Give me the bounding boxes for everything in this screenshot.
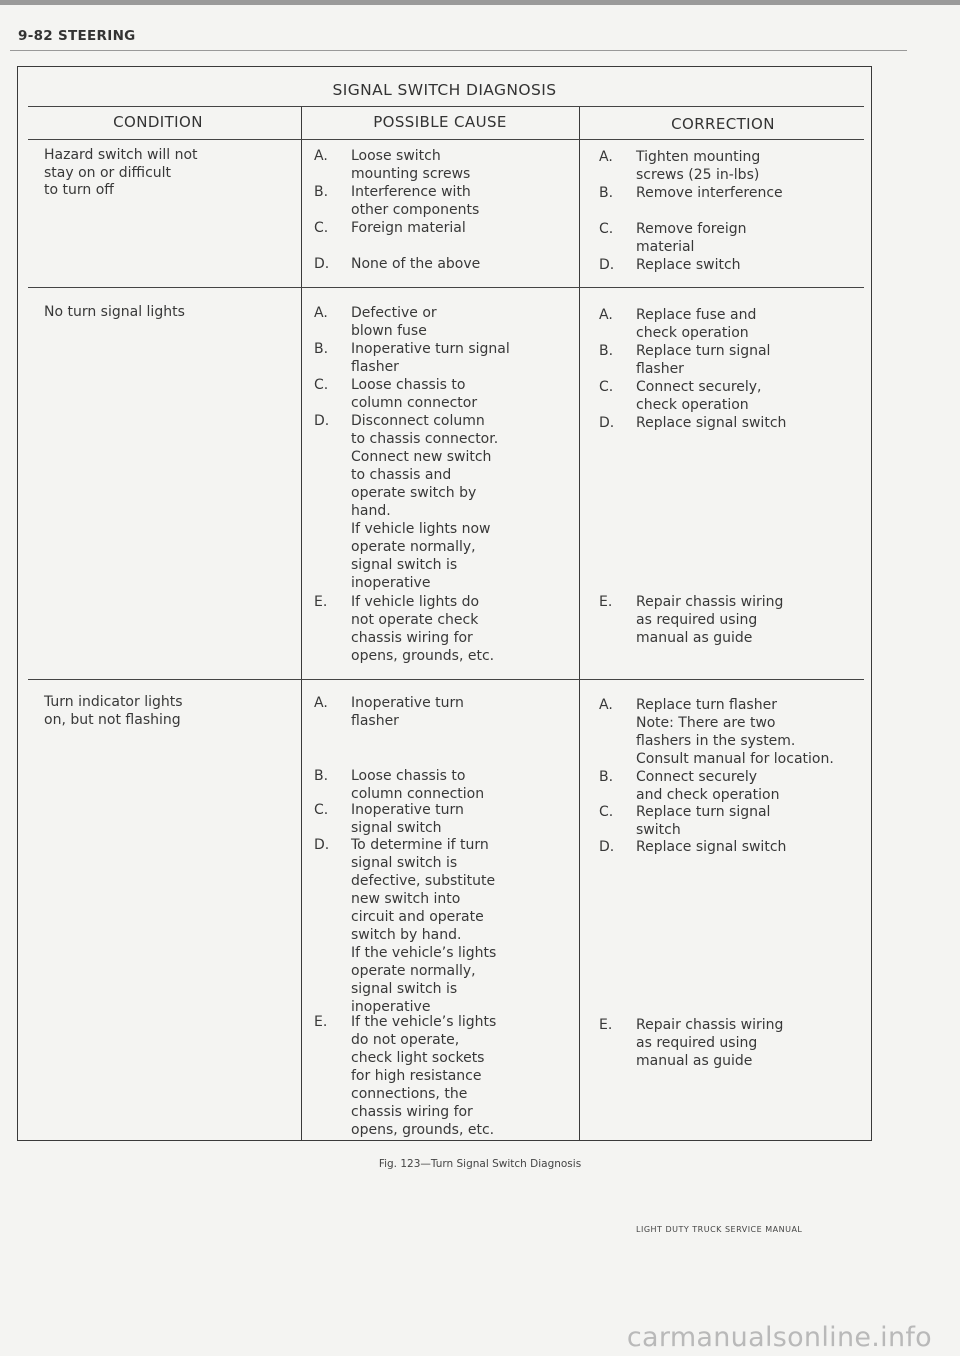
cause-letter: A. bbox=[314, 305, 328, 321]
condition-cell: Hazard switch will not stay on or difficult to turn off bbox=[44, 147, 198, 198]
cause-text: Loose switch mounting screws bbox=[351, 148, 471, 182]
condition-cell: Turn indicator lights on, but not flashing bbox=[44, 694, 183, 728]
cause-text: Inoperative turn signal switch bbox=[351, 802, 464, 836]
correction-letter: D. bbox=[599, 839, 615, 855]
cause-text: Defective or blown fuse bbox=[351, 305, 437, 339]
correction-text: Connect securely, check operation bbox=[636, 379, 762, 413]
correction-text: Replace turn flasher Note: There are two flashers in the system. Consult manual for location. bbox=[636, 697, 834, 767]
footer-manual-title: LIGHT DUTY TRUCK SERVICE MANUAL bbox=[636, 1225, 803, 1234]
column-separator bbox=[301, 107, 302, 1141]
watermark: carmanualsonline.info bbox=[626, 1322, 932, 1353]
correction-letter: B. bbox=[599, 343, 614, 359]
column-header-correction: CORRECTION bbox=[671, 115, 775, 133]
cause-letter: B. bbox=[314, 184, 329, 200]
correction-letter: A. bbox=[599, 697, 613, 713]
correction-text: Tighten mounting screws (25 in-lbs) bbox=[636, 149, 761, 183]
correction-letter: D. bbox=[599, 415, 615, 431]
top-rule bbox=[0, 0, 960, 5]
cause-letter: C. bbox=[314, 802, 329, 818]
correction-letter: C. bbox=[599, 379, 614, 395]
header-rule bbox=[28, 139, 864, 140]
correction-text: Connect securely and check operation bbox=[636, 769, 780, 803]
correction-letter: E. bbox=[599, 594, 613, 610]
correction-text: Repair chassis wiring as required using manual as guide bbox=[636, 1017, 784, 1069]
column-header-possible-cause: POSSIBLE CAUSE bbox=[373, 113, 507, 131]
title-rule bbox=[28, 106, 864, 107]
cause-letter: A. bbox=[314, 148, 328, 164]
cause-letter: B. bbox=[314, 341, 329, 357]
correction-text: Remove interference bbox=[636, 185, 783, 201]
cause-text: If the vehicle’s lights do not operate, check light sockets for high resistance connections, the chassis wiring for opens, grounds, etc. bbox=[351, 1014, 497, 1138]
column-separator bbox=[579, 107, 580, 1141]
correction-letter: C. bbox=[599, 804, 614, 820]
cause-text: Interference with other components bbox=[351, 184, 480, 218]
correction-letter: E. bbox=[599, 1017, 613, 1033]
correction-letter: B. bbox=[599, 769, 614, 785]
cause-text: Foreign material bbox=[351, 220, 466, 236]
correction-letter: A. bbox=[599, 307, 613, 323]
cause-letter: C. bbox=[314, 377, 329, 393]
column-header-condition: CONDITION bbox=[113, 113, 203, 131]
table-title: SIGNAL SWITCH DIAGNOSIS bbox=[332, 81, 557, 99]
cause-text: None of the above bbox=[351, 256, 481, 272]
cause-text: To determine if turn signal switch is defective, substitute new switch into circuit and operate switch by hand. If the vehicle’s lights operate normally, signal switch is inoperative bbox=[351, 837, 497, 1015]
section-rule bbox=[28, 679, 864, 680]
cause-letter: E. bbox=[314, 1014, 328, 1030]
cause-text: If vehicle lights do not operate check chassis wiring for opens, grounds, etc. bbox=[351, 594, 495, 664]
section-rule bbox=[28, 287, 864, 288]
cause-text: Inoperative turn flasher bbox=[351, 695, 464, 729]
correction-text: Repair chassis wiring as required using manual as guide bbox=[636, 594, 784, 646]
correction-letter: C. bbox=[599, 221, 614, 237]
diagnosis-table bbox=[17, 66, 872, 1141]
cause-text: Inoperative turn signal flasher bbox=[351, 341, 510, 375]
cause-letter: D. bbox=[314, 256, 330, 272]
page-header: 9-82 STEERING bbox=[18, 28, 136, 44]
cause-letter: C. bbox=[314, 220, 329, 236]
cause-letter: A. bbox=[314, 695, 328, 711]
correction-text: Replace fuse and check operation bbox=[636, 307, 757, 341]
correction-text: Replace switch bbox=[636, 257, 741, 273]
figure-caption: Fig. 123—Turn Signal Switch Diagnosis bbox=[378, 1158, 582, 1170]
cause-letter: B. bbox=[314, 768, 329, 784]
header-rule bbox=[10, 50, 907, 51]
cause-text: Loose chassis to column connection bbox=[351, 768, 485, 802]
cause-text: Disconnect column to chassis connector. Connect new switch to chassis and operate switch by hand. If vehicle lights now operate normally, signal switch is inoperative bbox=[351, 413, 499, 591]
correction-letter: B. bbox=[599, 185, 614, 201]
cause-letter: D. bbox=[314, 837, 330, 853]
correction-text: Replace turn signal switch bbox=[636, 804, 771, 838]
cause-letter: E. bbox=[314, 594, 328, 610]
cause-letter: D. bbox=[314, 413, 330, 429]
correction-text: Remove foreign material bbox=[636, 221, 747, 255]
correction-text: Replace turn signal flasher bbox=[636, 343, 771, 377]
correction-text: Replace signal switch bbox=[636, 415, 787, 431]
correction-letter: A. bbox=[599, 149, 613, 165]
correction-letter: D. bbox=[599, 257, 615, 273]
cause-text: Loose chassis to column connector bbox=[351, 377, 478, 411]
condition-cell: No turn signal lights bbox=[44, 304, 185, 320]
correction-text: Replace signal switch bbox=[636, 839, 787, 855]
